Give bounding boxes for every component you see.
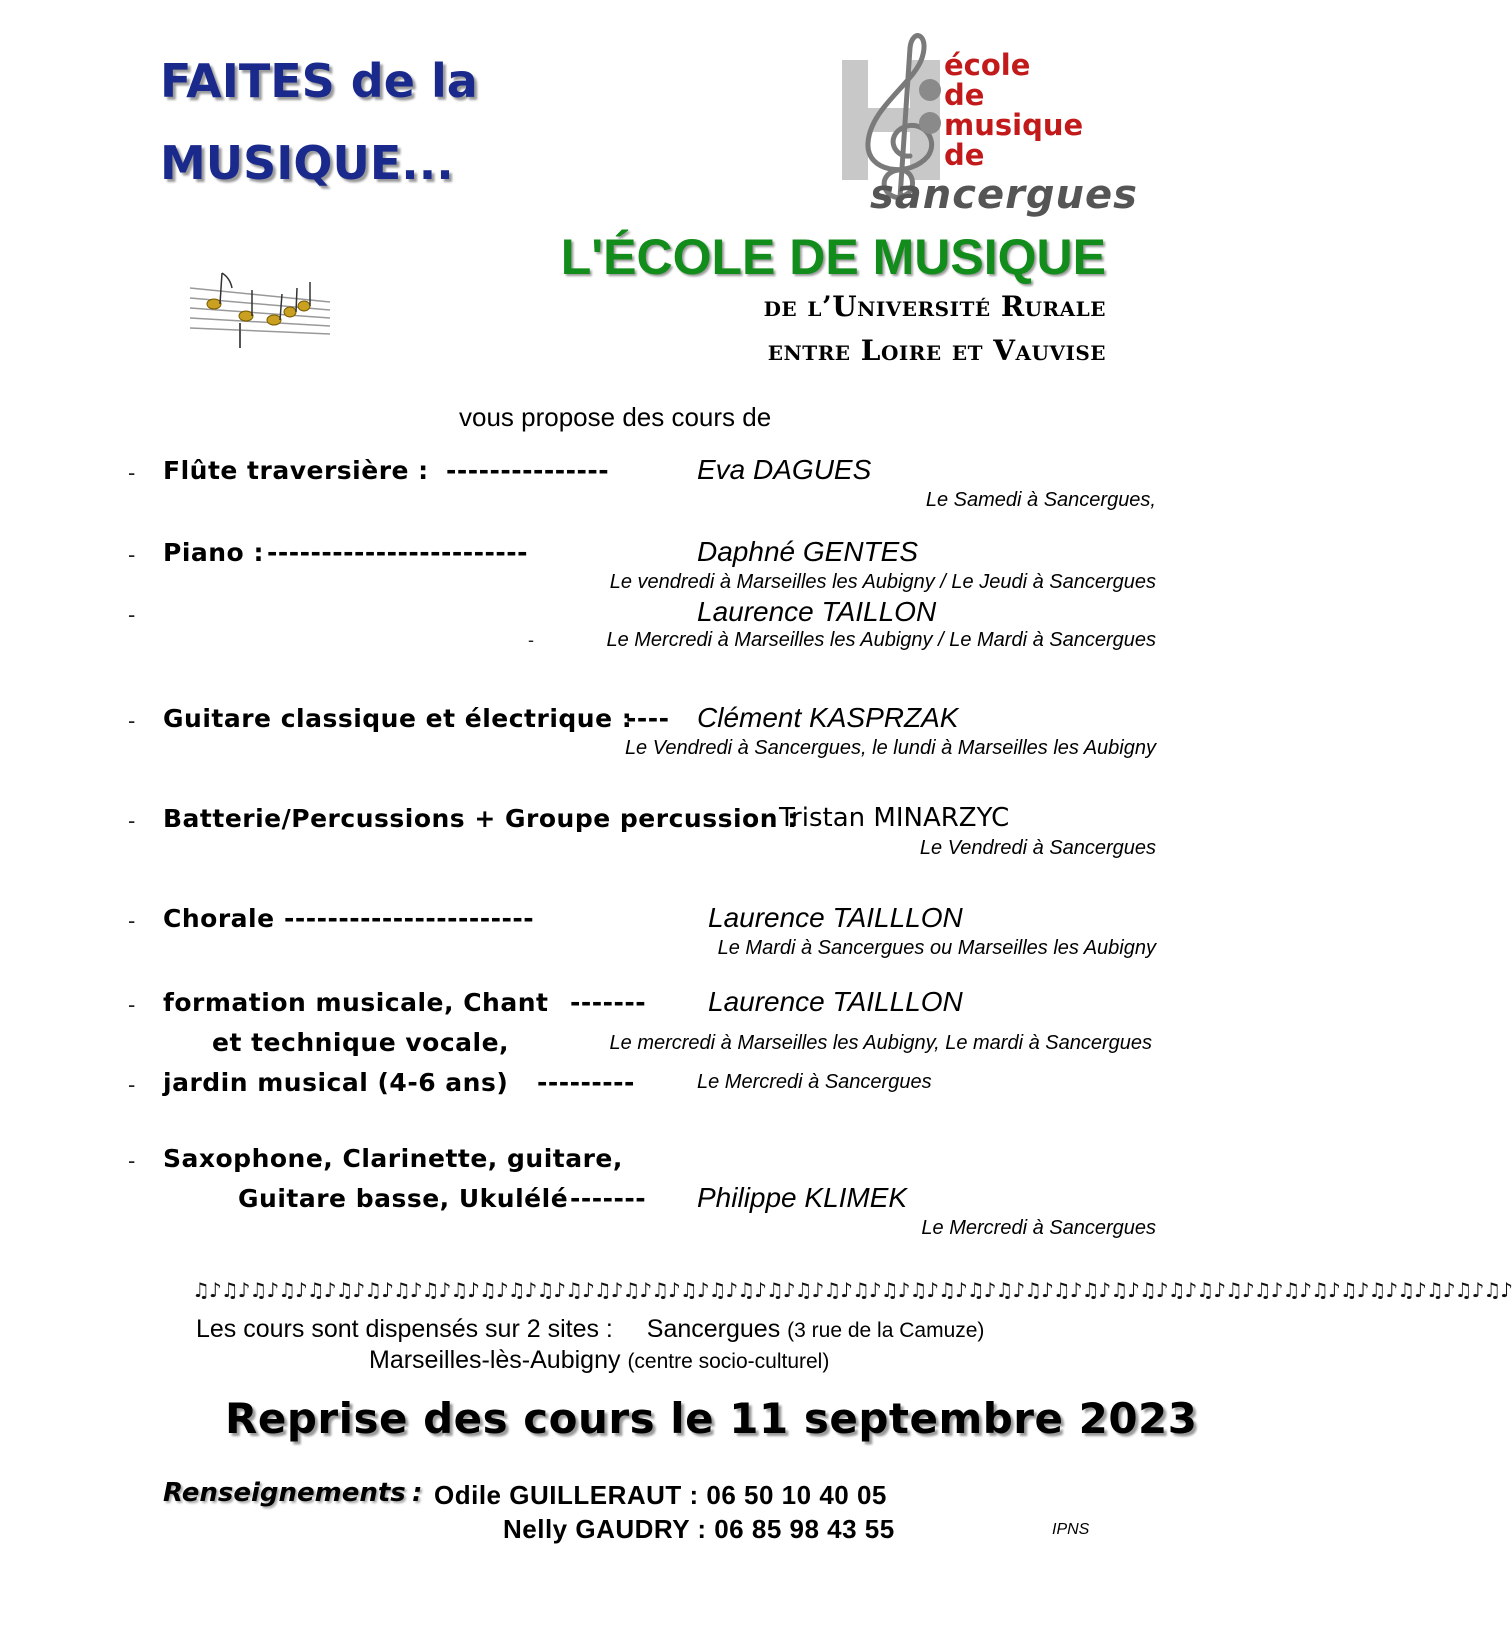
course-name: Batterie/Percussions + Groupe percussion : — [163, 804, 798, 833]
bullet-dash: - — [128, 908, 136, 933]
teacher-name: Laurence TAILLLON — [708, 902, 963, 933]
site-2-name: Marseilles-lès-Aubigny — [369, 1346, 621, 1374]
course-leader: ------- — [570, 1184, 647, 1213]
course-leader: ---- — [626, 704, 670, 733]
school-title: L'ÉCOLE DE MUSIQUE — [560, 229, 1106, 285]
bullet-dash: - — [128, 708, 136, 733]
course-schedule: Le Mercredi à Sancergues — [921, 1217, 1156, 1239]
bullet-dash: - — [128, 542, 136, 567]
subtitle-line-1: de l’Université Rurale — [763, 290, 1106, 323]
bullet-dash: - — [128, 602, 136, 627]
site-1-detail: (3 rue de la Camuze) — [787, 1319, 985, 1342]
bullet-dash: - — [128, 460, 136, 485]
teacher-name: Daphné GENTES — [697, 536, 918, 567]
course-name: Flûte traversière : — [163, 456, 429, 485]
sites-line-2 — [369, 1346, 829, 1375]
course-name: Guitare classique et électrique : — [163, 704, 633, 733]
schedule-dash: - — [528, 630, 534, 650]
music-notes-divider: ♫♪♫♪♫♪♫♪♫♪♫♪♫♪♫♪♫♪♫♪♫♪♫♪♫♪♫♪♫♪♫♪♫♪♫♪♫♪♫♪♫♪♫♪♫♪♫♪♫♪♫♪♫♪♫♪♫♪♫♪♫♪♫♪♫♪♫♪♫♪♫♪♫♪♫♪♫♪♫♪♫♪♫♪♫♪♫♪♫♪♫♪ — [192, 1278, 1512, 1302]
reprise-date: Reprise des cours le 11 septembre 2023 — [225, 1394, 1198, 1443]
teacher-name: Philippe KLIMEK — [697, 1182, 908, 1213]
contact-nelly: Nelly GAUDRY : 06 85 98 43 55 — [503, 1514, 895, 1544]
logo-text-3: musique — [944, 108, 1084, 142]
contacts-colon: : — [412, 1478, 423, 1508]
course-schedule: Le Mardi à Sancergues ou Marseilles les Aubigny — [717, 937, 1156, 959]
heading-line-1: FAITES de la — [160, 54, 478, 108]
logo-text-1: école — [944, 48, 1031, 82]
course-name: jardin musical (4-6 ans) — [163, 1068, 509, 1097]
subtitle-line-2: entre Loire et Vauvise — [767, 334, 1106, 367]
teacher-name: Clément KASPRZAK — [697, 702, 959, 733]
course-leader: ------- — [570, 988, 647, 1017]
logo-text-4: de — [944, 138, 985, 172]
course-schedule: Le Vendredi à Sancergues — [919, 837, 1156, 859]
course-schedule: Le Mercredi à Marseilles les Aubigny / Le Mardi à Sancergues — [606, 629, 1156, 651]
site-1-name: Sancergues — [646, 1315, 781, 1343]
bullet-dash: - — [128, 808, 136, 833]
course-schedule: Le mercredi à Marseilles les Aubigny, Le mardi à Sancergues — [609, 1032, 1152, 1054]
bullet-dash: - — [128, 992, 136, 1017]
teacher-name: Tristan MINARZYC — [779, 803, 1010, 833]
site-2-detail: (centre socio-culturel) — [627, 1350, 830, 1373]
course-schedule: Le Samedi à Sancergues, — [925, 489, 1156, 511]
course-name: Chorale — [163, 904, 275, 933]
intro-text: vous propose des cours de — [459, 402, 772, 432]
course-name-continued: et technique vocale, — [212, 1028, 510, 1057]
logo-text-2: de — [944, 78, 985, 112]
contacts-label: Renseignements — [163, 1478, 406, 1508]
course-schedule: Le Vendredi à Sancergues, le lundi à Marseilles les Aubigny — [624, 737, 1156, 759]
school-logo — [870, 28, 1140, 228]
sites-line-1 — [196, 1315, 984, 1344]
heading-line-2: MUSIQUE... — [160, 136, 454, 190]
course-name: Saxophone, Clarinette, guitare, — [163, 1144, 623, 1173]
teacher-name: Laurence TAILLLON — [708, 986, 963, 1017]
logo-text-5: sancergues — [870, 172, 1138, 218]
course-leader: ----------------------- — [284, 904, 535, 933]
course-name: formation musicale, Chant — [163, 988, 549, 1017]
bullet-dash: - — [128, 1072, 136, 1097]
teacher-name: Eva DAGUES — [697, 454, 872, 485]
ipns-mark: IPNS — [1052, 1521, 1090, 1538]
music-staff-icon — [190, 268, 340, 358]
course-schedule: Le Mercredi à Sancergues — [697, 1071, 932, 1093]
course-name-continued: Guitare basse, Ukulélé — [238, 1184, 569, 1213]
sites-intro: Les cours sont dispensés sur 2 sites : — [196, 1315, 613, 1343]
teacher-name: Laurence TAILLON — [697, 596, 937, 627]
contact-odile: Odile GUILLERAUT : 06 50 10 40 05 — [434, 1480, 887, 1510]
course-leader: --------- — [537, 1068, 635, 1097]
course-schedule: Le vendredi à Marseilles les Aubigny / Le Jeudi à Sancergues — [609, 571, 1156, 593]
bullet-dash: - — [128, 1148, 136, 1173]
course-name: Piano : — [163, 538, 264, 567]
course-leader: ------------------------ — [267, 538, 529, 567]
course-leader: --------------- — [446, 456, 610, 485]
